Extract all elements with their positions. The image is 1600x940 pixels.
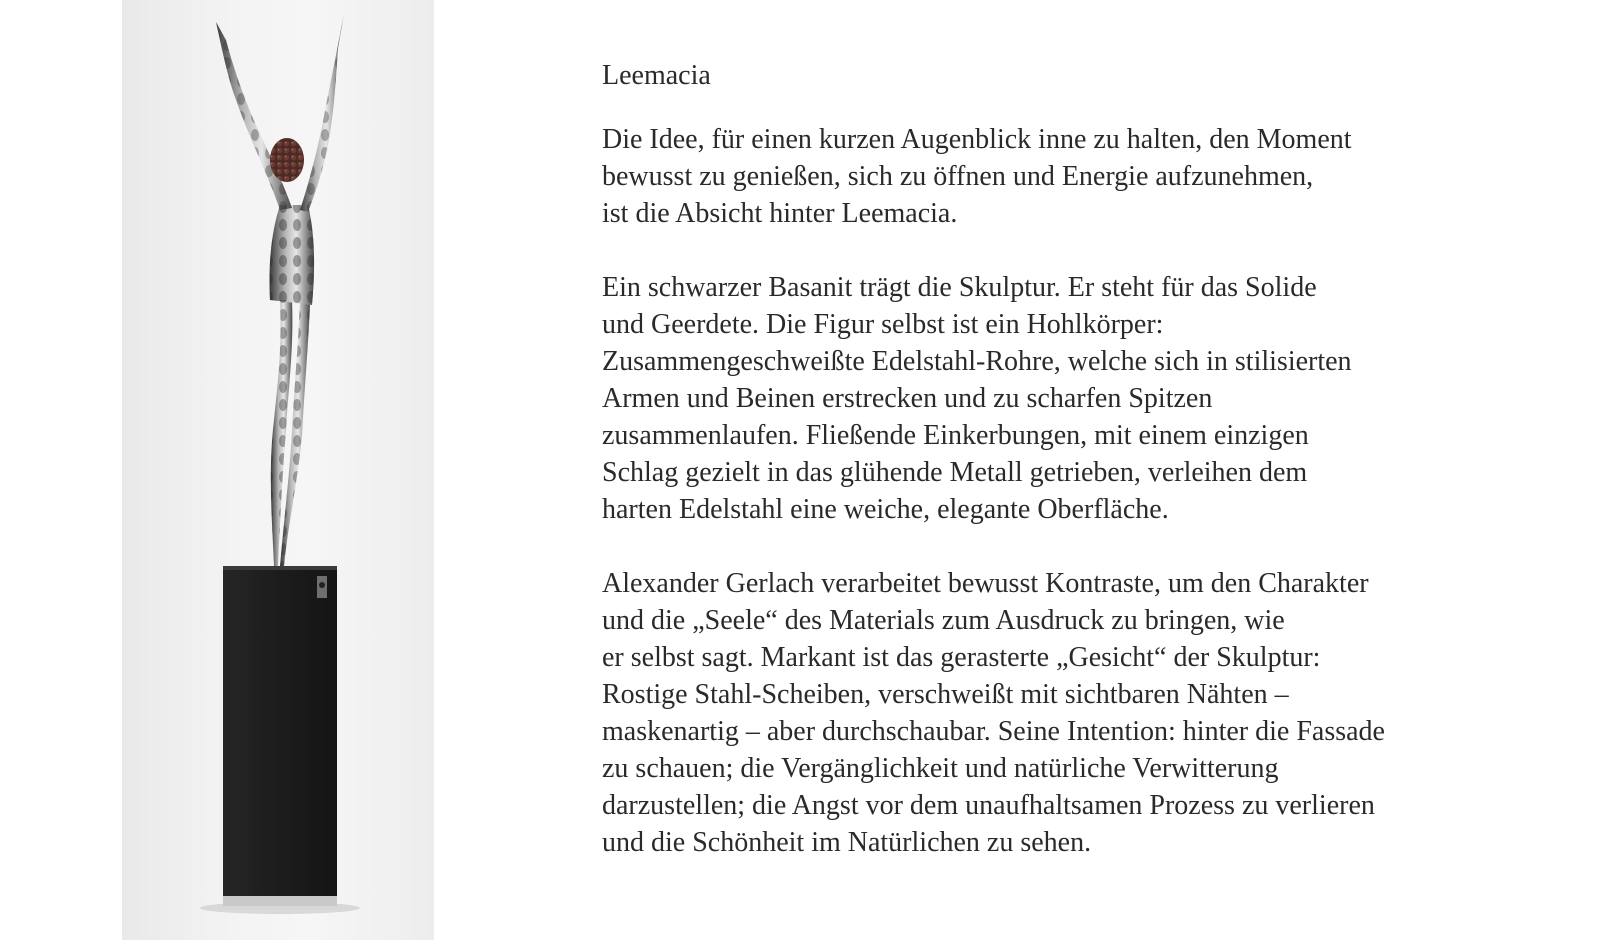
text-line: Die Idee, für einen kurzen Augenblick inne zu halten, den Moment [602, 124, 1352, 155]
paragraph-idea [602, 121, 1562, 232]
text-line: Alexander Gerlach verarbeitet bewusst Kontraste, um den Charakter [602, 568, 1369, 599]
text-line: und Geerdete. Die Figur selbst ist ein Hohlkörper: [602, 309, 1164, 340]
text-line: Schlag gezielt in das glühende Metall getrieben, verleihen dem [602, 457, 1308, 488]
text-line: zusammenlaufen. Fließende Einkerbungen, mit einem einzigen [602, 420, 1309, 451]
paragraph-artist [602, 565, 1562, 861]
text-line: Ein schwarzer Basanit trägt die Skulptur. Er steht für das Solide [602, 272, 1317, 303]
text-line: bewusst zu genießen, sich zu öffnen und Energie aufzunehmen, [602, 161, 1314, 192]
text-line: zu schauen; die Vergänglichkeit und natürliche Verwitterung [602, 753, 1279, 784]
paragraph-material [602, 269, 1562, 528]
rust-face [270, 138, 304, 182]
text-line: maskenartig – aber durchschaubar. Seine Intention: hinter die Fassade [602, 716, 1385, 747]
stone-pedestal [223, 566, 337, 906]
sculpture-illustration [122, 0, 434, 940]
text-line: ist die Absicht hinter Leemacia. [602, 198, 958, 229]
sculpture-photo [122, 0, 434, 940]
text-line: harten Edelstahl eine weiche, elegante Oberfläche. [602, 494, 1169, 525]
text-line: darzustellen; die Angst vor dem unaufhaltsamen Prozess zu verlieren [602, 790, 1375, 821]
text-line: und die Schönheit im Natürlichen zu sehen. [602, 827, 1092, 858]
text-line: Rostige Stahl-Scheiben, verschweißt mit sichtbaren Nähten – [602, 679, 1289, 710]
description-text [602, 57, 1562, 898]
artwork-title: Leemacia [602, 60, 711, 91]
text-line: Armen und Beinen erstrecken und zu scharfen Spitzen [602, 383, 1213, 414]
steel-figure [216, 14, 344, 566]
text-line: und die „Seele“ des Materials zum Ausdruck zu bringen, wie [602, 605, 1285, 636]
text-line: er selbst sagt. Markant ist das gerasterte „Gesicht“ der Skulptur: [602, 642, 1321, 673]
text-line: Zusammengeschweißte Edelstahl-Rohre, welche sich in stilisierten [602, 346, 1352, 377]
